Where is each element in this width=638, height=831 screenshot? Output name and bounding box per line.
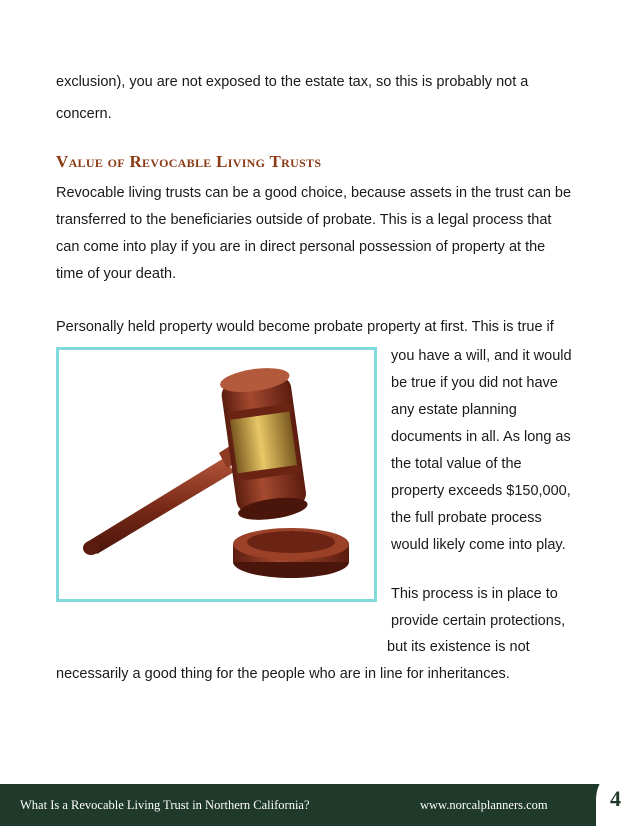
body-text-line: the total value of the bbox=[391, 456, 522, 472]
body-text-line: Personally held property would become probate property at first. This is true if bbox=[56, 319, 554, 335]
document-title: What Is a Revocable Living Trust in Northern California? bbox=[20, 798, 310, 812]
body-text-line: concern. bbox=[56, 106, 112, 122]
body-text-line: provide certain protections, bbox=[391, 613, 566, 629]
body-text-line: This process is in place to bbox=[391, 586, 558, 602]
gavel-icon bbox=[59, 350, 374, 599]
body-text-line: any estate planning bbox=[391, 402, 517, 418]
body-text-line: transferred to the beneficiaries outside of probate. This is a legal process that bbox=[56, 212, 552, 228]
body-text-line: can come into play if you are in direct personal possession of property at the bbox=[56, 239, 546, 255]
body-text-line: documents in all. As long as bbox=[391, 429, 571, 445]
body-text-line: exclusion), you are not exposed to the estate tax, so this is probably not a bbox=[56, 74, 529, 90]
body-text-line: would likely come into play. bbox=[391, 537, 566, 553]
website-link[interactable]: www.norcalplanners.com bbox=[420, 798, 548, 812]
page-number: 4 bbox=[610, 786, 621, 811]
body-text-line: property exceeds $150,000, bbox=[391, 483, 571, 499]
body-text-line: time of your death. bbox=[56, 266, 177, 282]
body-text-line: necessarily a good thing for the people who are in line for inheritances. bbox=[56, 666, 510, 682]
body-text-line: be true if you did not have bbox=[391, 375, 558, 391]
gavel-image bbox=[56, 347, 377, 602]
body-text-line: the full probate process bbox=[391, 510, 542, 526]
page-footer bbox=[0, 784, 638, 826]
body-text-line: but its existence is not bbox=[387, 639, 530, 655]
body-text-line: you have a will, and it would bbox=[391, 348, 572, 364]
body-text-line: Revocable living trusts can be a good choice, because assets in the trust can be bbox=[56, 185, 572, 201]
section-heading: Value of Revocable Living Trusts bbox=[56, 152, 322, 171]
